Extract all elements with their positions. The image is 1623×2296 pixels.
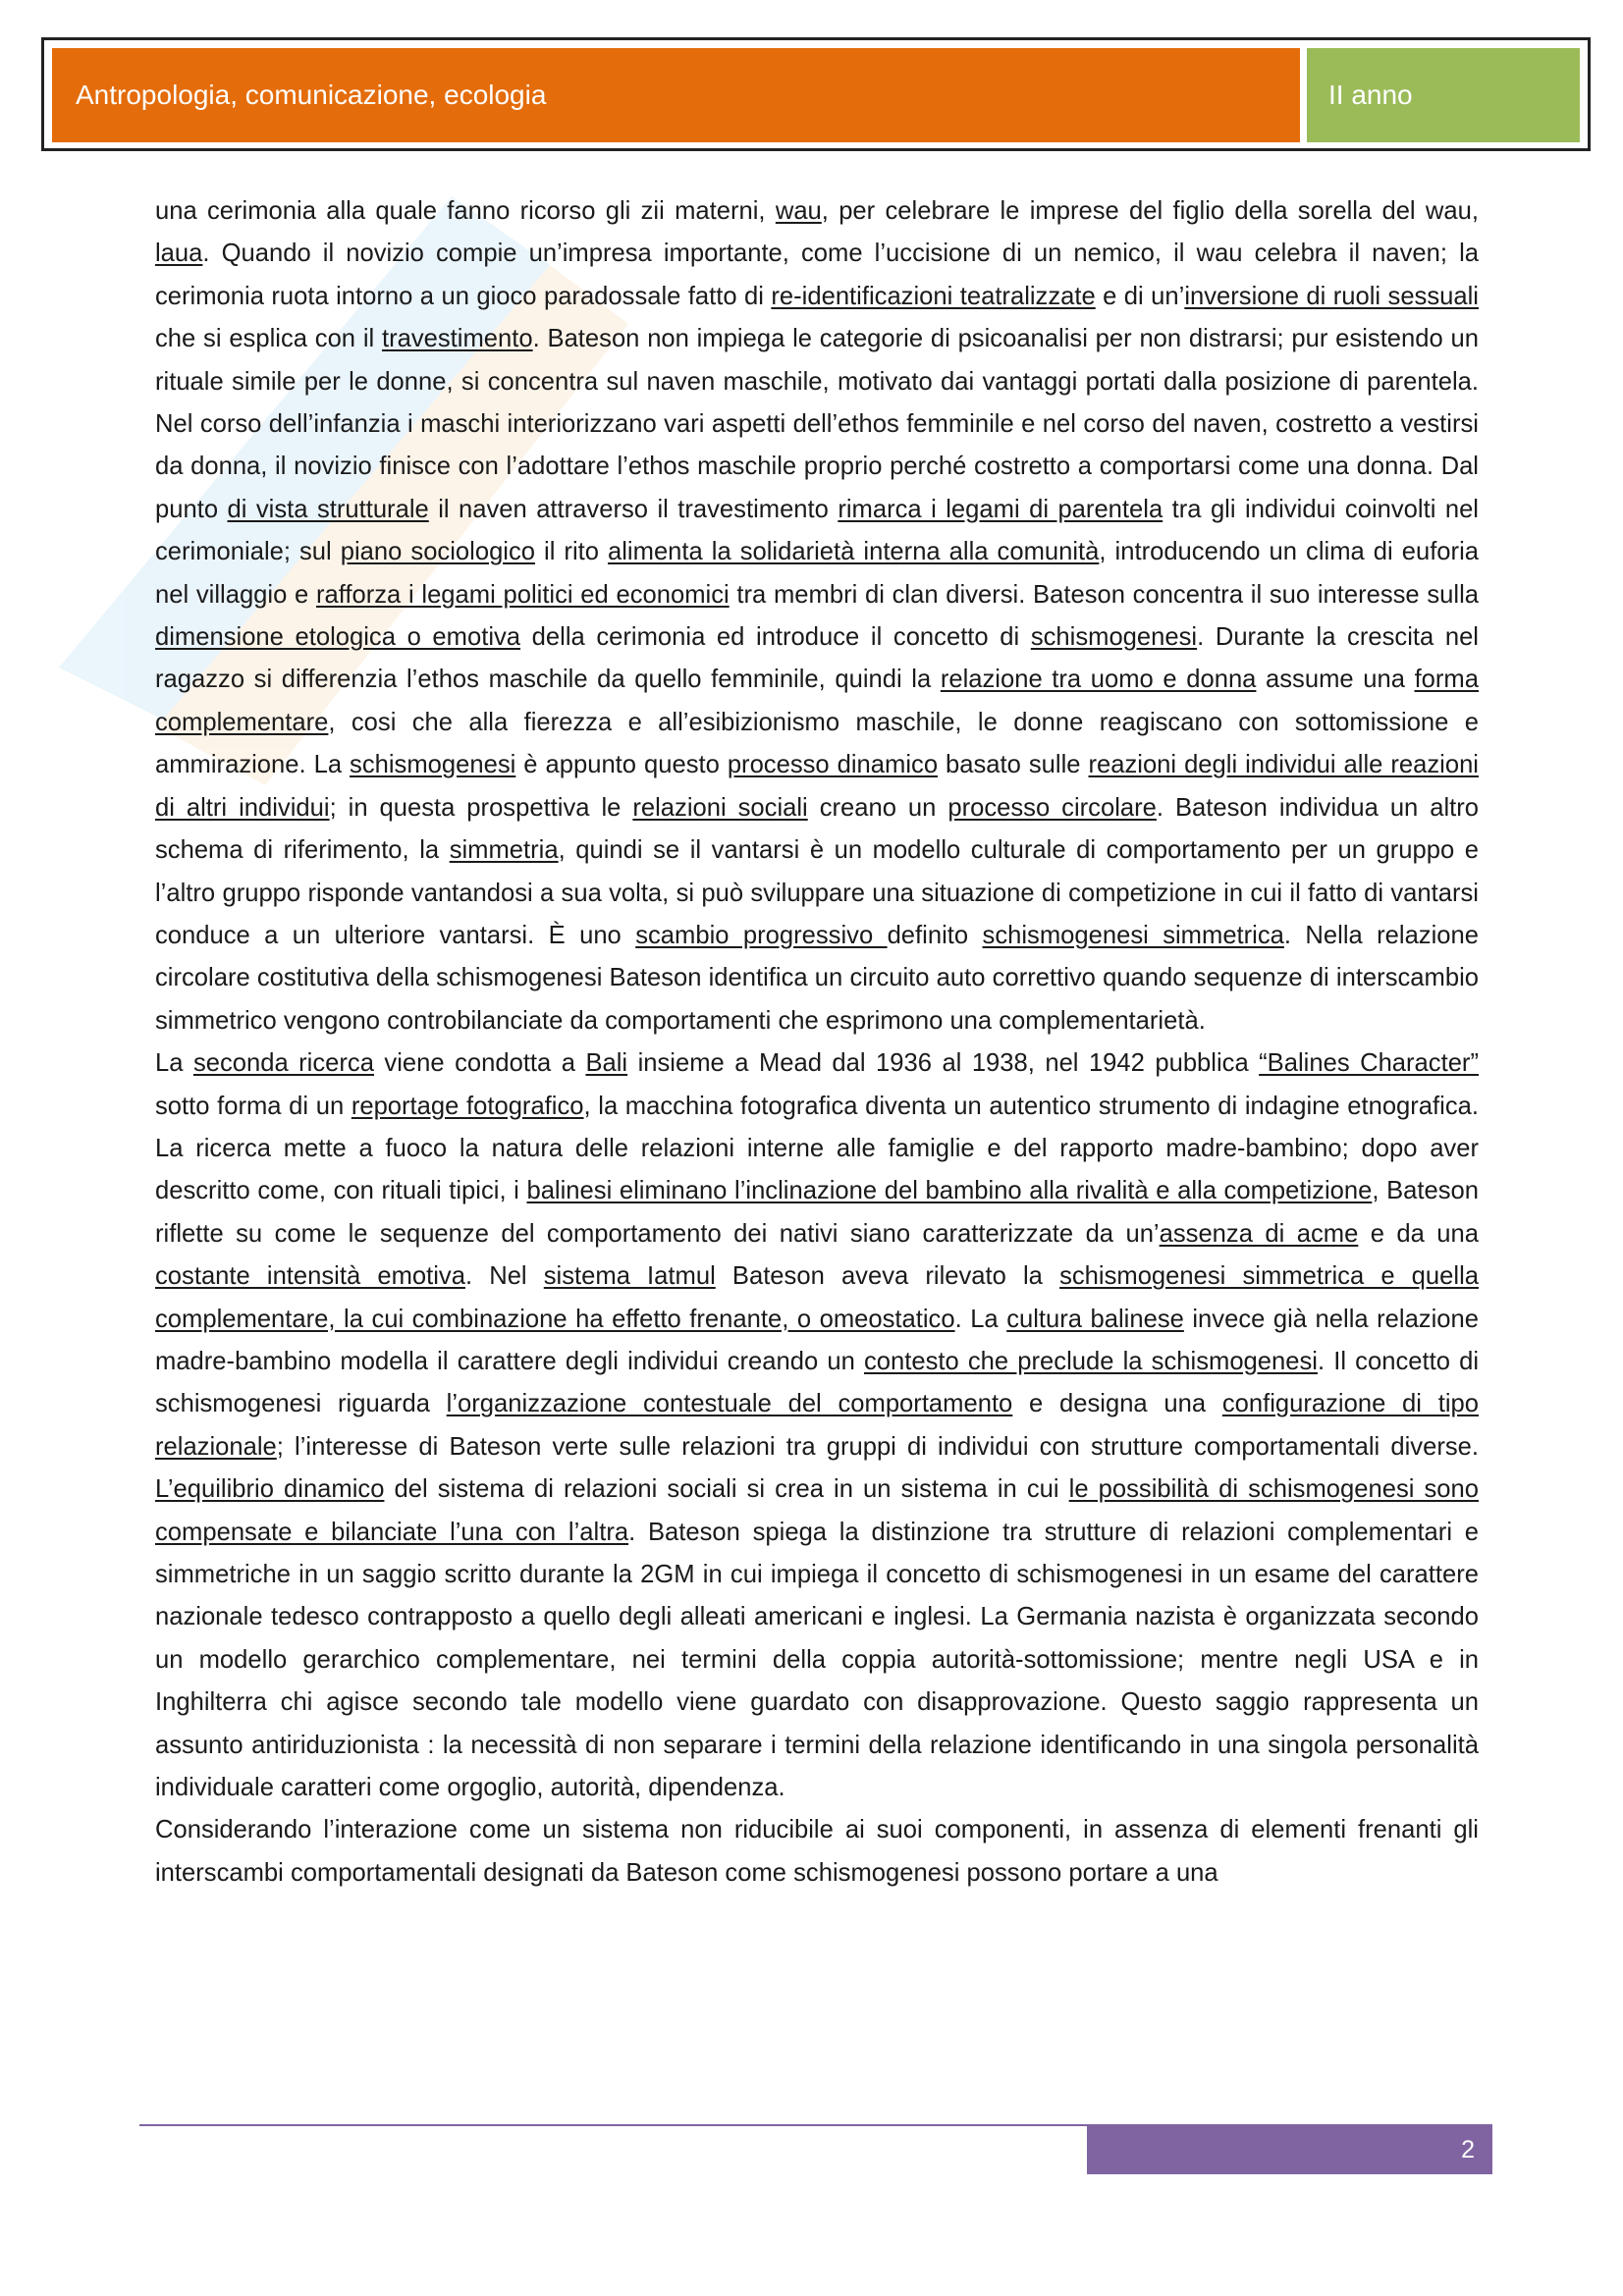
text-run: . Nella relazione circolare costitutiva della schismogenesi Bateson identifica un circuito auto correttivo quando sequenze di interscambio simmetrico vengono controbilanciate da comportamenti che esprimono una complementarietà.: [155, 921, 1479, 1035]
text-run: . Il concetto di schismogenesi riguarda: [155, 1347, 1479, 1418]
text-run: , Bateson riflette su come le sequenze del comportamento dei nativi siano caratterizzate da un’: [155, 1177, 1479, 1248]
underlined-term: costante intensità emotiva: [155, 1262, 465, 1291]
text-run: invece già nella relazione madre-bambino modella il carattere degli individui creando un: [155, 1305, 1479, 1375]
underlined-term: dimensione etologica o emotiva: [155, 623, 521, 652]
page-header: [41, 37, 1591, 151]
underlined-term: “Balines Character”: [1259, 1049, 1479, 1078]
text-run: . Bateson individua un altro schema di riferimento, la: [155, 793, 1480, 865]
underlined-term: simmetria: [449, 836, 559, 865]
text-run: . Durante la crescita nel ragazzo si differenzia l’ethos maschile da quello femminile, quindi la: [155, 623, 1479, 694]
text-run: e di un’: [1095, 282, 1185, 310]
paragraph: [155, 1809, 1479, 1895]
underlined-term: scambio progressivo: [635, 921, 888, 949]
text-run: viene condotta a: [373, 1049, 586, 1078]
text-run: che si esplica con il: [155, 325, 382, 353]
underlined-term: travestimento: [381, 325, 533, 353]
underlined-term: contesto che preclude la schismogenesi: [863, 1347, 1318, 1375]
underlined-term: relazione tra uomo e donna: [940, 666, 1257, 694]
underlined-term: seconda ricerca: [192, 1049, 374, 1078]
text-run: assume una: [1256, 666, 1415, 694]
text-run: della cerimonia ed introduce il concetto di: [520, 623, 1031, 652]
text-run: . Nel: [464, 1262, 544, 1291]
paragraph: [155, 190, 1479, 1042]
text-run: Considerando l’interazione come un sistema non riducibile ai suoi componenti, in assenza di elementi frenanti gli interscambi comportamentali designati da Bateson come schismogenesi possono portare a una: [155, 1816, 1479, 1887]
underlined-term: schismogenesi: [1030, 623, 1198, 652]
text-run: , quindi se il vantarsi è un modello culturale di comportamento per un gruppo e l’altro gruppo risponde vantandosi a sua volta, si può sviluppare una situazione di competizione in cui il fatto di vantarsi conduce a un ulteriore vantarsi. È uno: [155, 836, 1480, 949]
underlined-term: forma complementare: [155, 666, 1479, 736]
text-run: , cosi che alla fierezza e all’esibizionismo maschile, le donne reagiscano con sottomissione e ammirazione. La: [155, 708, 1479, 779]
underlined-term: L’equilibrio dinamico: [155, 1475, 385, 1504]
text-run: e da una: [1358, 1219, 1479, 1248]
underlined-term: schismogenesi simmetrica: [982, 921, 1284, 949]
text-run: sotto forma di un: [155, 1092, 352, 1120]
text-run: . Quando il novizio compie un’impresa importante, come l’uccisione di un nemico, il wau celebra il naven; la cerimonia ruota intorno a un gioco paradossale fatto di: [155, 240, 1479, 310]
text-run: è appunto questo: [515, 751, 728, 779]
underlined-term: Bali: [585, 1049, 628, 1078]
text-run: Bateson aveva rilevato la: [715, 1262, 1060, 1291]
text-run: e designa una: [1012, 1390, 1222, 1418]
underlined-term: relazioni sociali: [632, 793, 808, 822]
header-year: II anno: [1307, 48, 1580, 142]
text-run: , la macchina fotografica diventa un autentico strumento di indagine etnografica. La ricerca mette a fuoco la natura delle relazioni interne alle famiglie e del rapporto madre-bambino; dopo aver descritto come, con rituali tipici, i: [155, 1092, 1479, 1205]
underlined-term: sistema Iatmul: [543, 1262, 716, 1291]
underlined-term: schismogenesi simmetrica e quella complementare, la cui combinazione ha effetto frenante, o omeostatico: [155, 1262, 1479, 1333]
underlined-term: laua: [155, 240, 203, 268]
underlined-term: rimarca i legami di parentela: [838, 495, 1163, 523]
underlined-term: wau: [775, 197, 822, 225]
underlined-term: alimenta la solidarietà interna alla comunità: [608, 538, 1100, 566]
underlined-term: balinesi eliminano l’inclinazione del bambino alla rivalità e alla competizione: [526, 1177, 1373, 1205]
underlined-term: schismogenesi: [350, 751, 516, 779]
underlined-term: re-identificazioni teatralizzate: [771, 282, 1096, 310]
text-run: ; l’interesse di Bateson verte sulle relazioni tra gruppi di individui con strutture comportamentali diverse.: [276, 1432, 1479, 1461]
text-run: . La: [954, 1305, 1007, 1333]
underlined-term: di vista strutturale: [227, 495, 429, 523]
underlined-term: rafforza i legami politici ed economici: [315, 580, 730, 609]
header-title: Antropologia, comunicazione, ecologia: [52, 48, 1300, 142]
text-run: tra membri di clan diversi. Bateson concentra il suo interesse sulla: [729, 580, 1480, 609]
text-run: La: [155, 1049, 193, 1078]
text-run: insieme a Mead dal 1936 al 1938, nel 1942 pubblica: [627, 1049, 1260, 1078]
text-run: il naven attraverso il travestimento: [428, 495, 839, 523]
text-run: il rito: [535, 538, 609, 566]
underlined-term: cultura balinese: [1006, 1305, 1184, 1333]
underlined-term: inversione di ruoli sessuali: [1184, 282, 1479, 310]
text-run: , introducendo un clima di euforia nel villaggio e: [155, 538, 1479, 609]
text-run: basato sulle: [938, 751, 1089, 779]
text-run: tra gli individui coinvolti nel cerimoniale; sul: [155, 495, 1479, 566]
text-run: . Bateson non impiega le categorie di psicoanalisi per non distrarsi; pur esistendo un rituale simile per le donne, si concentra sul naven maschile, motivato dai vantaggi portati dalla posizione di parentela. Nel corso dell’infanzia i maschi interiorizzano vari aspetti dell’ethos femminile e nel corso del naven, costretto a vestirsi da donna, il novizio finisce con l’adottare l’ethos maschile proprio perché costretto a comportarsi come una donna. Dal punto: [155, 325, 1479, 523]
underlined-term: reportage fotografico: [351, 1092, 584, 1120]
underlined-term: processo dinamico: [727, 751, 939, 779]
underlined-term: assenza di acme: [1159, 1219, 1359, 1248]
underlined-term: le possibilità di schismogenesi sono compensate e bilanciate l’una con l’altra: [155, 1475, 1480, 1546]
text-run: creano un: [807, 793, 948, 822]
text-run: del sistema di relazioni sociali si crea in un sistema in cui: [384, 1475, 1069, 1504]
underlined-term: processo circolare: [947, 793, 1157, 822]
underlined-term: reazioni degli individui alle reazioni di altri individui: [155, 751, 1479, 822]
underlined-term: configurazione di tipo relazionale: [155, 1390, 1479, 1461]
text-run: . Bateson spiega la distinzione tra strutture di relazioni complementari e simmetriche in un saggio scritto durante la 2GM in cui impiega il concetto di schismogenesi in un esame del carattere nazionale tedesco contrapposto a quello degli alleati americani e inglesi. La Germania nazista è organizzata secondo un modello gerarchico complementare, nei termini della coppia autorità-sottomissione; mentre negli USA e in Inghilterra chi agisce secondo tale modello viene guardato con disapprovazione. Questo saggio rappresenta un assunto antiriduzionista : la necessità di non separare i termini della relazione identificando in una singola personalità individuale caratteri come orgoglio, autorità, dipendenza.: [155, 1518, 1479, 1802]
paragraph: [155, 1042, 1479, 1809]
text-run: , per celebrare le imprese del figlio della sorella del wau,: [821, 197, 1479, 225]
text-run: una cerimonia alla quale fanno ricorso gli zii materni,: [155, 197, 776, 225]
text-run: ; in questa prospettiva le: [329, 793, 633, 822]
page-number: 2: [1087, 2125, 1492, 2174]
underlined-term: piano sociologico: [340, 538, 536, 566]
underlined-term: l’organizzazione contestuale del comportamento: [446, 1390, 1013, 1418]
text-run: definito: [887, 921, 983, 949]
document-body: [155, 190, 1479, 1895]
